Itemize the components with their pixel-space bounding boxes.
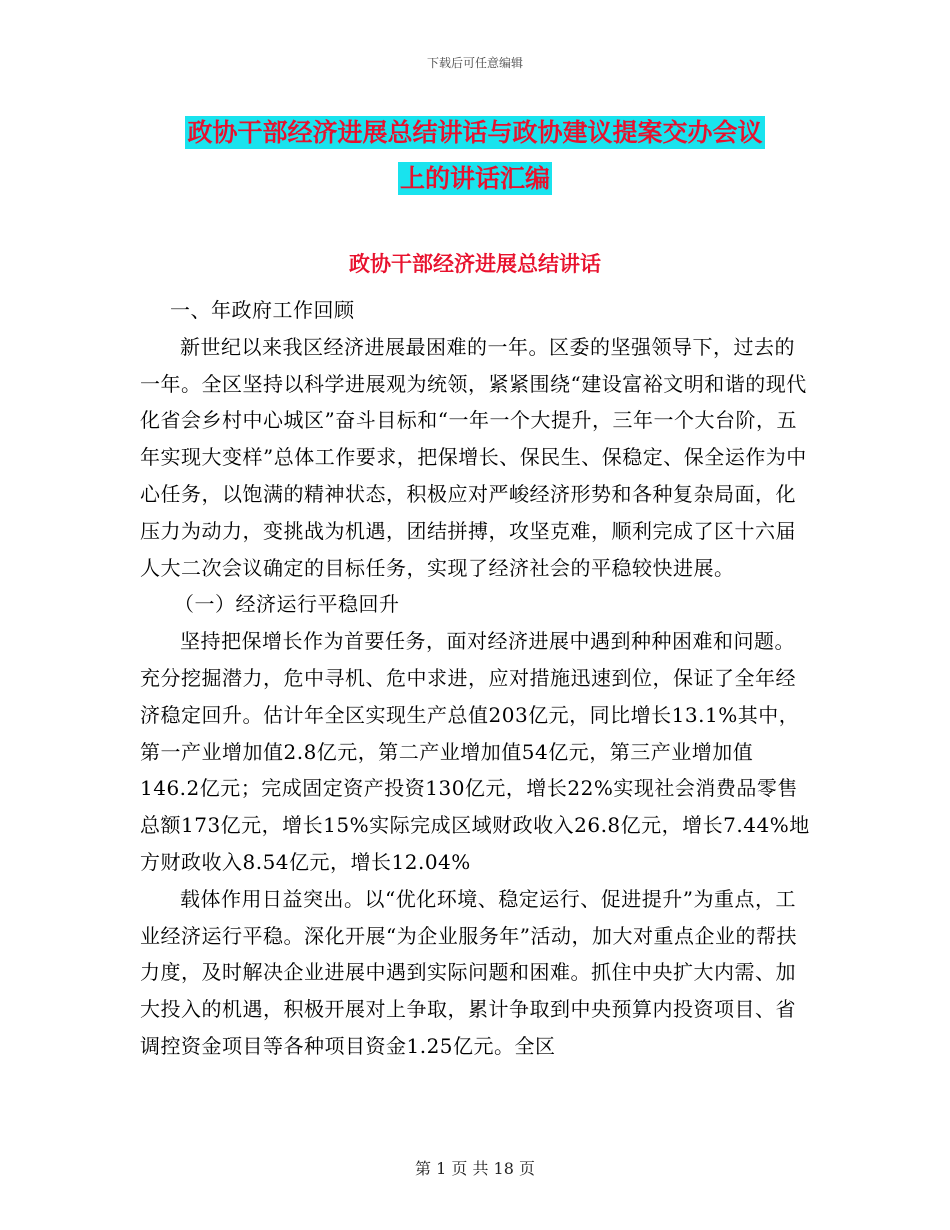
page-number: 第 1 页 共 18 页 <box>415 1159 535 1178</box>
document-title-line2: 上的讲话汇编 <box>399 164 550 193</box>
section-title: 政协干部经济进展总结讲话 <box>349 252 601 276</box>
paragraph-carrier: 载体作用日益突出。以“优化环境、稳定运行、促进提升”为重点，工业经济运行平稳。深化开展“为企业服务年”活动，加大对重点企业的帮扶力度，及时解决企业进展中遇到实际问题和困难。抓住中央扩大内需、加大投入的机遇，积极开展对上争取，累计争取到中央预算内投资项目、省调控资金项目等各种项目资金1.25亿元。全区 <box>140 886 797 1058</box>
document-body <box>140 292 812 1065</box>
paragraph-intro: 新世纪以来我区经济进展最困难的一年。区委的坚强领导下，过去的一年。全区坚持以科学进展观为统领，紧紧围绕“建设富裕文明和谐的现代化省会乡村中心城区”奋斗目标和“一年一个大提升，三年一个大台阶，五年实现大变样”总体工作要求，把保增长、保民生、保稳定、保全运作为中心任务，以饱满的精神状态，积极应对严峻经济形势和各种复杂局面，化压力为动力，变挑战为机遇，团结拼搏，攻坚克难，顺利完成了区十六届人大二次会议确定的目标任务，实现了经济社会的平稳较快进展。 <box>140 334 807 580</box>
document-title <box>140 110 810 202</box>
paragraph-economy: 坚持把保增长作为首要任务，面对经济进展中遇到种种困难和问题。充分挖掘潜力，危中寻机、危中求进，应对措施迅速到位，保证了全年经济稳定回升。估计年全区实现生产总值203亿元，同比增长13.1%其中，第一产业增加值2.8亿元，第二产业增加值54亿元，第三产业增加值146.2亿元；完成固定资产投资130亿元，增长22%实现社会消费品零售总额173亿元，增长15%实际完成区域财政收入26.8亿元，增长7.44%地方财政收入8.54亿元，增长12.04% <box>140 629 810 874</box>
page-header-note: 下载后可任意编辑 <box>426 56 523 70</box>
document-title-line1: 政协干部经济进展总结讲话与政协建议提案交办会议 <box>187 118 763 147</box>
heading-economy: （一）经济运行平稳回升 <box>174 592 400 617</box>
heading-work-review: 一、年政府工作回顾 <box>170 298 355 322</box>
